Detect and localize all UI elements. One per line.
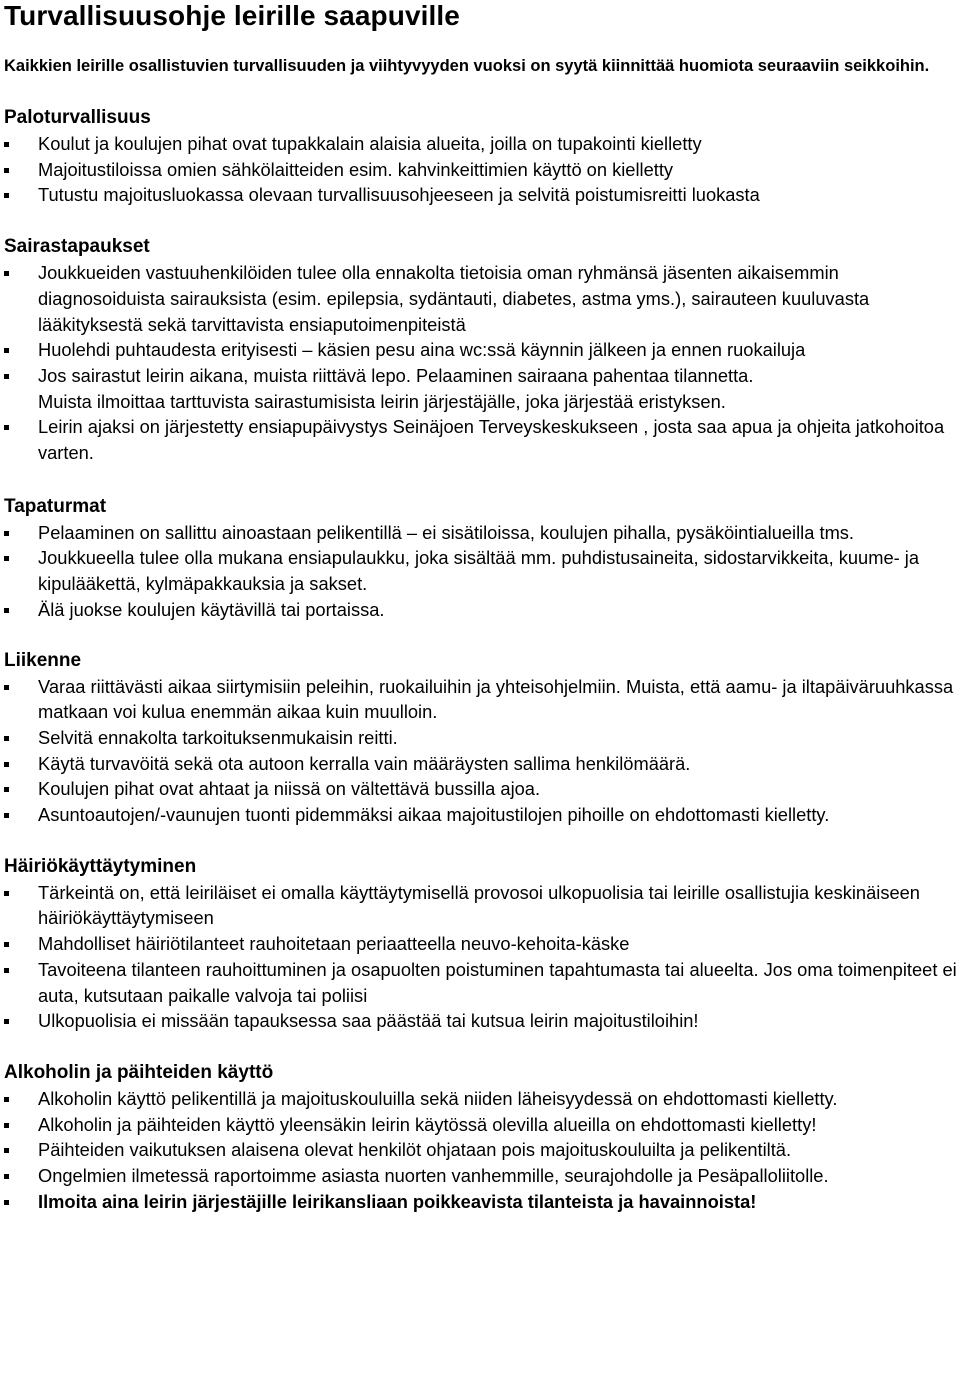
- list-item: [4, 1137, 960, 1163]
- list-item-text: Mahdolliset häiriötilanteet rauhoitetaan periaatteella neuvo-kehoita-käske: [38, 933, 630, 955]
- list-item-text: Joukkueella tulee olla mukana ensiapulaukku, joka sisältää mm. puhdistusaineita, sidostarvikkeita, kuume- ja kipulääkettä, kylmäpakkauksia ja sakset.: [38, 547, 920, 595]
- list-item-text: Majoitustiloissa omien sähkölaitteiden esim. kahvinkeittimien käyttö on kielletty: [38, 158, 674, 180]
- list-item-text: Joukkueiden vastuuhenkilöiden tulee olla ennakolta tietoisia oman ryhmänsä jäsenten aikaisemmin diagnosoiduista sairauksista (esim. epilepsia, sydäntauti, diabetes, astma yms.), sairauteen kuuluvasta lääkityksestä sekä tarvittavista ensiaputoimenpiteistä: [38, 262, 870, 335]
- list-item: [4, 414, 960, 465]
- section-heading: Tapaturmat: [4, 495, 107, 517]
- bullet-list: [4, 674, 960, 828]
- bullet-square-icon: [4, 968, 9, 973]
- list-item: [4, 931, 960, 957]
- list-item-text: Ilmoita aina leirin järjestäjille leirikansliaan poikkeavista tilanteista ja havainnoista!: [38, 1190, 757, 1212]
- list-item-text: Varaa riittävästi aikaa siirtymisiin peleihin, ruokailuihin ja yhteisohjelmiin. Muista, että aamu- ja iltapäiväruuhkassa matkaan voi kulua enemmän aikaa kuin muulloin.: [38, 675, 954, 723]
- section-0: [4, 105, 960, 208]
- list-item: [4, 751, 960, 777]
- list-item-text: Jos sairastut leirin aikana, muista riittävä lepo. Pelaaminen sairaana pahentaa tilannetta.: [38, 364, 754, 386]
- bullet-square-icon: [4, 891, 9, 896]
- bullet-square-icon: [4, 787, 9, 792]
- bullet-list: [4, 520, 960, 623]
- bullet-square-icon: [4, 1123, 9, 1128]
- list-item-text: Ulkopuolisia ei missään tapauksessa saa päästää tai kutsua leirin majoitustiloihin!: [38, 1010, 699, 1032]
- list-item-text: Päihteiden vaikutuksen alaisena olevat henkilöt ohjataan pois majoituskouluilta ja pelikentiltä.: [38, 1139, 792, 1161]
- list-item: [4, 1008, 960, 1034]
- page-title: Turvallisuusohje leirille saapuville: [4, 0, 460, 31]
- section-heading: Häiriökäyttäytyminen: [4, 855, 197, 877]
- list-item-text: Tutustu majoitusluokassa olevaan turvallisuusohjeeseen ja selvitä poistumisreitti luokasta: [38, 184, 760, 206]
- bullet-square-icon: [4, 942, 9, 947]
- list-item: [4, 260, 960, 337]
- list-item-text: Tavoiteena tilanteen rauhoittuminen ja osapuolten poistuminen tapahtumasta tai alueelta. Jos oma toimenpiteet ei auta, kutsutaan paikalle valvoja tai poliisi: [38, 958, 957, 1006]
- bullet-list: [4, 260, 960, 466]
- section-heading: Alkoholin ja päihteiden käyttö: [4, 1061, 274, 1083]
- list-item: [4, 880, 960, 931]
- bullet-square-icon: [4, 271, 9, 276]
- list-item: [4, 1086, 960, 1112]
- bullet-square-icon: [4, 1148, 9, 1153]
- bullet-square-icon: [4, 1097, 9, 1102]
- bullet-square-icon: [4, 608, 9, 613]
- list-item-text: Älä juokse koulujen käytävillä tai portaissa.: [38, 598, 385, 620]
- bullet-square-icon: [4, 1174, 9, 1179]
- bullet-list: [4, 880, 960, 1034]
- list-item: [4, 1189, 960, 1215]
- bullet-square-icon: [4, 142, 9, 147]
- bullet-square-icon: [4, 348, 9, 353]
- bullet-square-icon: [4, 168, 9, 173]
- section-heading: Paloturvallisuus: [4, 107, 151, 128]
- list-item: [4, 957, 960, 1008]
- list-item-text: Leirin ajaksi on järjestetty ensiapupäivystys Seinäjoen Terveyskeskukseen , josta saa apua ja ohjeita jatkohoitoa varten.: [38, 416, 945, 464]
- list-item: [4, 182, 960, 208]
- list-item-continuation: Muista ilmoittaa tarttuvista sairastumisista leirin järjestäjälle, joka järjestää eristyksen.: [38, 390, 726, 412]
- list-item: [4, 337, 960, 363]
- bullet-list: [4, 1086, 960, 1215]
- list-item-text: Käytä turvavöitä sekä ota autoon kerralla vain määräysten sallima henkilömäärä.: [38, 752, 691, 774]
- list-item: [4, 363, 960, 414]
- intro-paragraph: Kaikkien leirille osallistuvien turvallisuuden ja viihtyvyyden vuoksi on syytä kiinnittää huomiota seuraaviin seikkoihin.: [4, 57, 930, 75]
- list-item: [4, 725, 960, 751]
- list-item: [4, 674, 960, 725]
- section-3: [4, 648, 960, 828]
- bullet-square-icon: [4, 813, 9, 818]
- section-2: [4, 494, 960, 623]
- list-item: [4, 131, 960, 157]
- list-item: [4, 802, 960, 828]
- list-item-text: Selvitä ennakolta tarkoituksenmukaisin reitti.: [38, 726, 398, 748]
- list-item-text: Alkoholin käyttö pelikentillä ja majoituskouluilla sekä niiden läheisyydessä on ehdottomasti kielletty.: [38, 1087, 838, 1109]
- bullet-square-icon: [4, 556, 9, 561]
- list-item: [4, 545, 960, 596]
- list-item-text: Ongelmien ilmetessä raportoimme asiasta nuorten vanhemmille, seurajohdolle ja Pesäpalloliitolle.: [38, 1165, 829, 1187]
- bullet-square-icon: [4, 425, 9, 430]
- bullet-list: [4, 131, 960, 208]
- bullet-square-icon: [4, 736, 9, 741]
- bullet-square-icon: [4, 1200, 9, 1205]
- list-item-text: Alkoholin ja päihteiden käyttö yleensäkin leirin käytössä olevilla alueilla on ehdottomasti kielletty!: [38, 1113, 817, 1135]
- section-heading: Liikenne: [4, 649, 82, 671]
- bullet-square-icon: [4, 762, 9, 767]
- bullet-square-icon: [4, 531, 9, 536]
- list-item: [4, 1163, 960, 1189]
- list-item-text: Huolehdi puhtaudesta erityisesti – käsien pesu aina wc:ssä käynnin jälkeen ja ennen ruokailuja: [38, 339, 806, 361]
- list-item: [4, 520, 960, 546]
- section-4: [4, 854, 960, 1034]
- list-item-text: Tärkeintä on, että leiriläiset ei omalla käyttäytymisellä provosoi ulkopuolisia tai leirille osallistujia keskinäiseen häiriökäyttäytymiseen: [38, 881, 920, 929]
- list-item-text: Pelaaminen on sallittu ainoastaan pelikentillä – ei sisätiloissa, koulujen pihalla, pysäköintialueilla tms.: [38, 521, 855, 543]
- section-1: [4, 234, 960, 466]
- bullet-square-icon: [4, 685, 9, 690]
- list-item: [4, 157, 960, 183]
- list-item: [4, 597, 960, 623]
- list-item: [4, 776, 960, 802]
- section-heading: Sairastapaukset: [4, 236, 150, 258]
- list-item-text: Koulujen pihat ovat ahtaat ja niissä on vältettävä bussilla ajoa.: [38, 778, 541, 800]
- bullet-square-icon: [4, 374, 9, 379]
- bullet-square-icon: [4, 193, 9, 198]
- bullet-square-icon: [4, 1019, 9, 1024]
- list-item: [4, 1112, 960, 1138]
- sections-container: [4, 105, 960, 1215]
- list-item-text: Koulut ja koulujen pihat ovat tupakkalain alaisia alueita, joilla on tupakointi kielletty: [38, 133, 702, 154]
- list-item-text: Asuntoautojen/-vaunujen tuonti pidemmäksi aikaa majoitustilojen pihoille on ehdottomasti kielletty.: [38, 804, 830, 826]
- section-5: [4, 1060, 960, 1215]
